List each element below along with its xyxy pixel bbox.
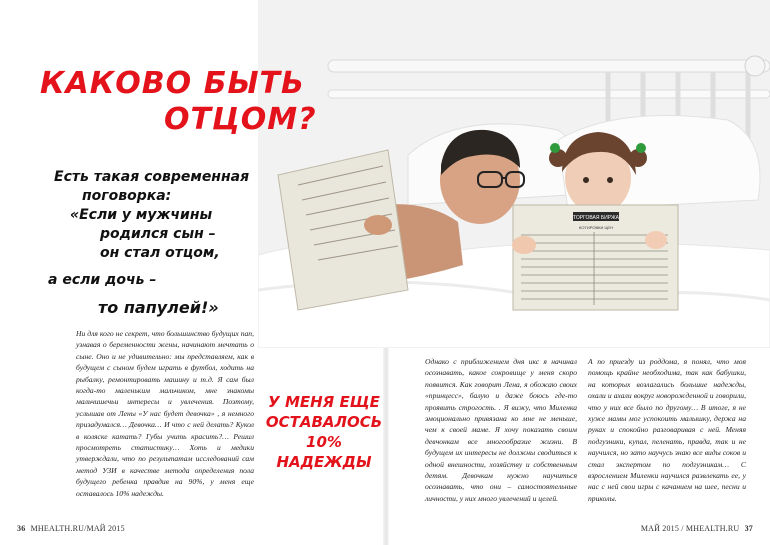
photo-father-daughter	[258, 0, 770, 348]
epigraph-line: то папулей!»	[98, 298, 219, 317]
headline-line-2: ОТЦОМ?	[164, 102, 317, 137]
epigraph-quote	[48, 168, 263, 317]
pull-quote-line: 10% НАДЕЖДЫ	[276, 433, 372, 471]
epigraph-line: «Если у мужчины	[70, 207, 213, 223]
article-headline	[40, 66, 317, 138]
epigraph-line: родился сын –	[100, 226, 216, 242]
girl-newspaper	[512, 205, 678, 310]
father-newspaper	[278, 150, 408, 310]
headline-line-1: КАКОВО БЫТЬ	[40, 66, 305, 101]
epigraph-line: поговорка:	[82, 188, 172, 204]
footer-right-text: МАЙ 2015 / MHEALTH.RU	[640, 524, 740, 533]
pull-quote-line: У МЕНЯ ЕЩЕ	[268, 393, 380, 411]
footer-right	[641, 524, 756, 533]
text-column-2: Однако с приближением дня икс я начинал осознавать, какое сокровище у меня скоро появится. Как говорит Лена, я обожаю своих «принцесс», балую и даже боюсь где-то проявить строгость. . Я вижу, что Миленка эмоционально привязана ко мне не меньше, чем к своей маме. Я хочу показать своим девчонкам все многообразие жизни. В будущем их интересы не должны сводиться к одной внешности, хозяйству и собственным детям. Девочкам нужно научиться осознавать, что они – самостоятельные личности, у них много увлечений и целей.	[425, 357, 577, 503]
page-number-right: 37	[744, 524, 753, 533]
pull-quote-line: ОСТАВАЛОСЬ	[265, 413, 383, 431]
footer-left-text: MHEALTH.RU/МАЙ 2015	[30, 524, 125, 533]
photo-illustration	[258, 0, 770, 348]
page-number-left: 36	[17, 524, 26, 533]
epigraph-line: а если дочь –	[48, 272, 157, 288]
epigraph-line: Есть такая современная	[54, 169, 250, 185]
text-column-1: Ни для кого не секрет, что большинство будущих пап, узнавая о беременности жены, начинают мечтать о сыне. Оно и не удивительно: мы представляем, как в будущем с сыном будем играть в футбол, ходить на рыбалку, ремонтировать машину и т.д. Я сам был когда-то маленьким мальчиком, мне знакомы мальчишечьи интересы и увлечения. Поэтому, услышав от Лены «У нас будет девочка» , я немного призадумался… Девочка… И что с ней делать? Кукол в коляске катать? Губы учить красить?… Решил просмотреть статистику… Хоть и медики утверждали, что по результатам исследований сам метод УЗИ в качестве метода определения пола будущего ребенка правдив на 90%, у меня еще оставалось 10% надежды.	[76, 329, 254, 498]
newspaper-subtitle: КОТИРОВКИ ЦЕН	[579, 225, 613, 230]
pull-quote	[260, 392, 388, 472]
footer-left	[14, 524, 125, 533]
text-column-3: А по приезду из роддома, я понял, что моя помощь крайне необходима, так как бабушки, на которых возлагались большие надежды, охали и ахали вокруг новорожденной и говорили, что у них все было по другому… В итоге, я не хуже мамы мог успокоить малышку, держа на руках и спокойно разговаривая с ней. Меняя подгузники, купал, пеленать, правда, так и не научился, но зато научусь знаю все виды соков и стал экспертом по подгузникам… С взрослением Миленки научился развлекать ее, у нас с ней свои игры с качанием на шее, песни и приколы.	[588, 357, 746, 503]
epigraph-line: он стал отцом,	[100, 245, 220, 261]
newspaper-masthead: ТОРГОВАЯ БИРЖА	[573, 215, 619, 221]
